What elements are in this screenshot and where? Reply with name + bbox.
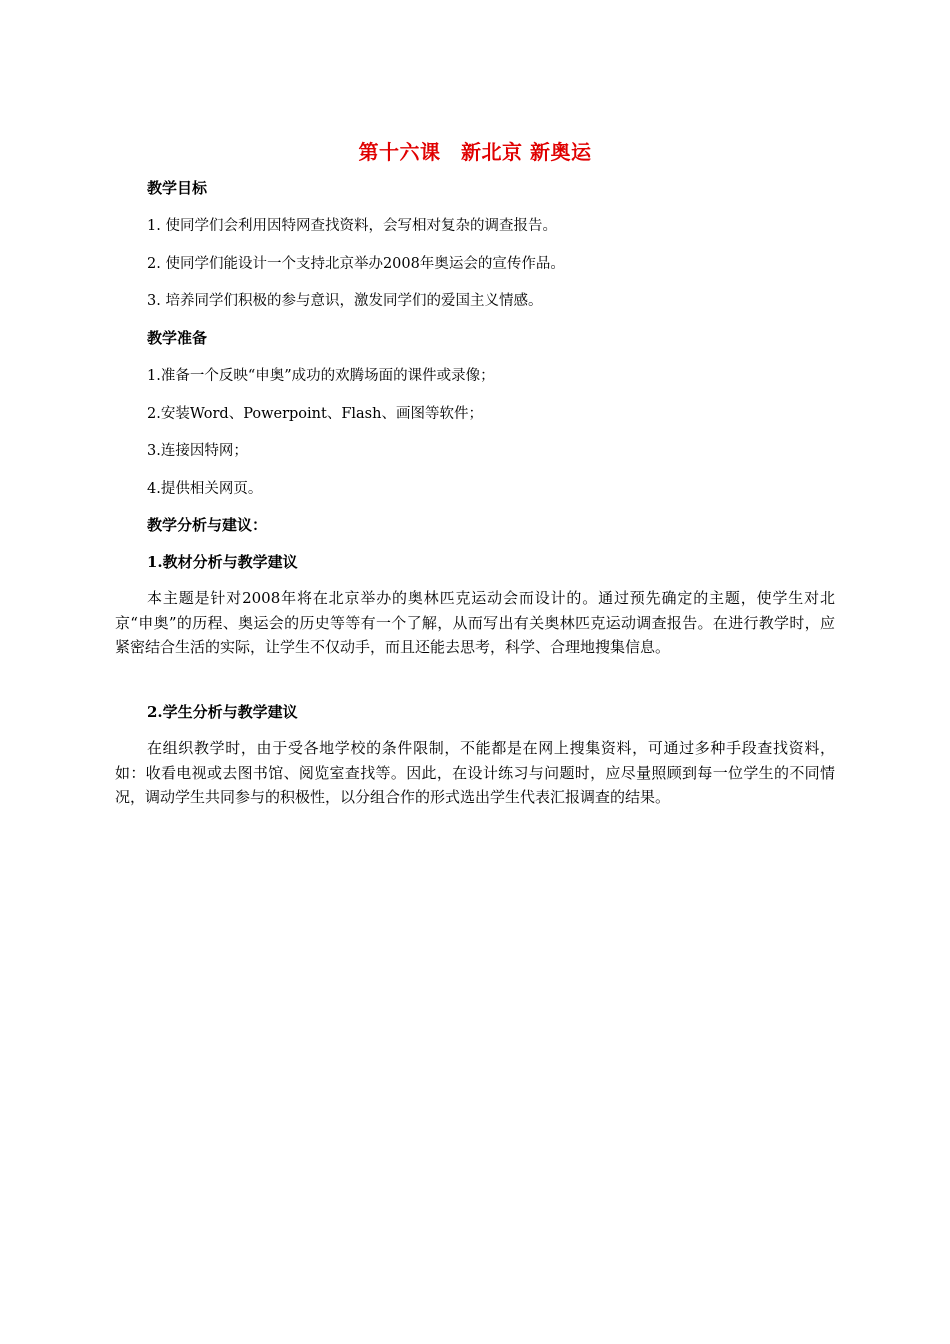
analysis-heading: 教学分析与建议： [147, 516, 268, 534]
lesson-title: 第十六课 新北京 新奥运 [358, 140, 592, 164]
objective-item-3: 3. 培养同学们积极的参与意识，激发同学们的爱国主义情感。 [147, 293, 543, 309]
preparation-item-3: 3.连接因特网； [147, 443, 248, 459]
preparation-item-1: 1.准备一个反映“申奥”成功的欢腾场面的课件或录像； [147, 368, 495, 384]
objective-item-2: 2. 使同学们能设计一个支持北京举办2008年奥运会的宣传作品。 [147, 256, 565, 272]
student-analysis-paragraph: 在组织教学时，由于受各地学校的条件限制，不能都是在网上搜集资料，可通过多种手段查找资料，如：收看电视或去图书馆、阅览室查找等。因此，在设计练习与问题时，应尽量照顾到每一位学生的不同情况，调动学生共同参与的积极性，以分组合作的形式选出学生代表汇报调查的结果。 [115, 739, 835, 806]
textbook-analysis-heading: 1.教材分析与教学建议 [147, 553, 298, 571]
student-analysis-heading: 2.学生分析与教学建议 [147, 703, 298, 721]
preparation-item-2: 2.安装Word、Powerpoint、Flash、画图等软件； [147, 406, 483, 422]
preparation-item-4: 4.提供相关网页。 [147, 481, 263, 497]
objective-item-1: 1. 使同学们会利用因特网查找资料，会写相对复杂的调查报告。 [147, 218, 557, 234]
preparation-heading: 教学准备 [147, 329, 208, 347]
objectives-heading: 教学目标 [147, 179, 208, 197]
textbook-analysis-paragraph: 本主题是针对2008年将在北京举办的奥林匹克运动会而设计的。通过预先确定的主题，使学生对北京“申奥”的历程、奥运会的历史等等有一个了解，从而写出有关奥林匹克运动调查报告。在进行教学时，应紧密结合生活的实际，让学生不仅动手，而且还能去思考，科学、合理地搜集信息。 [115, 589, 835, 656]
